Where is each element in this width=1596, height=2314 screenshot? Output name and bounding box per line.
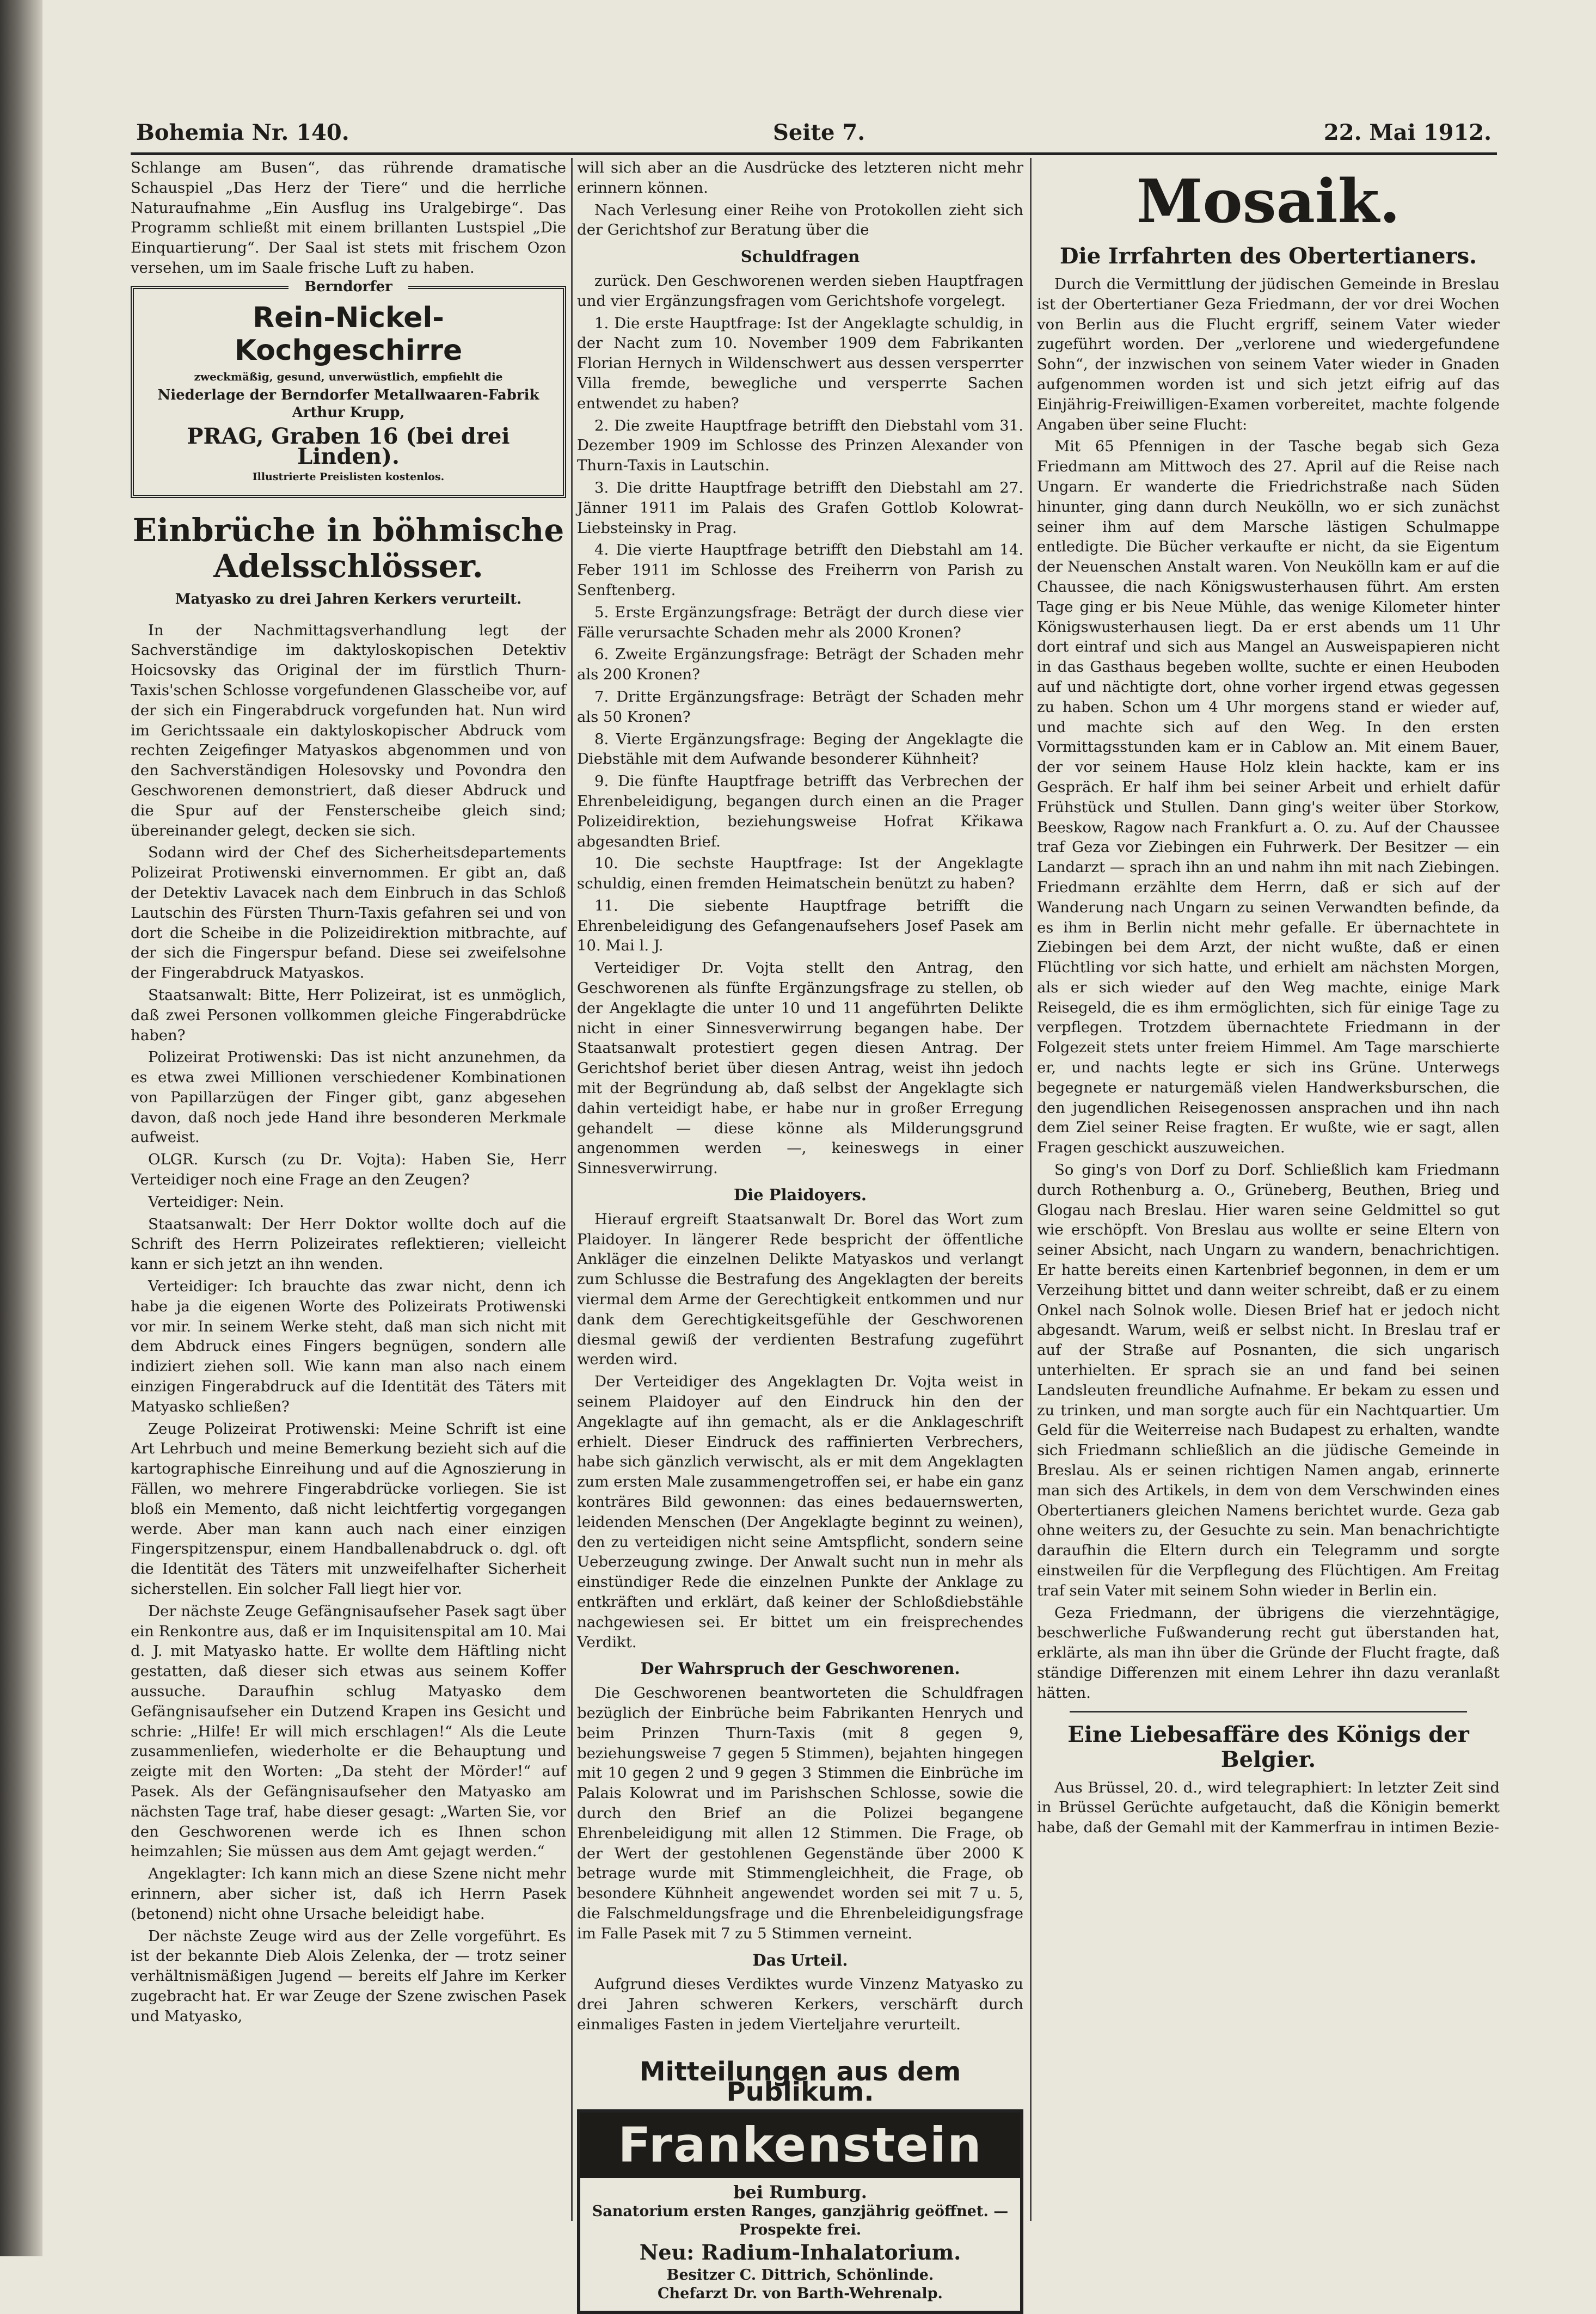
paragraph: 1. Die erste Hauptfrage: Ist der Angeklagte schuldig, in der Nacht zum 10. November 1909 dem Fabrikanten Florian Hernych in Wildenschwert aus dessen versperrter Villa fremde, bewegliche und versperrte Sachen entwendet zu haben? (577, 314, 1023, 412)
ad-tag: Berndorfer (288, 277, 408, 297)
paragraph: Staatsanwalt: Der Herr Doktor wollte doch auf die Schrift des Herrn Polizeirates reflektieren; vielleicht kann er sich jetzt an ihn wenden. (131, 1215, 566, 1273)
paragraph: Der nächste Zeuge Gefängnisaufseher Pasek sagt über ein Renkontre aus, daß er im Inquisitenspital am 10. Mai d. J. mit Matyasko hatte. Er wollte dem Häftling nicht gestatten, daß dieser sich etwas aus seinem Koffer aussuche. Daraufhin schlug Matyasko dem Gefängnisaufseher ein Dutzend Krapen ins Gesicht und schrie: „Hilfe! Er will mich erschlagen!“ Als die Leute zusammenliefen, wiederholte er die Behauptung und zeigte mit den Worten: „Da steht der Mörder!“ auf Pasek. Als der Gefängnisaufseher den Matyasko am nächsten Tage traf, habe dieser gesagt: „Warten Sie, vor den Geschworenen werde ich es Ihnen schon heimzahlen; Sie müssen aus dem Amt gejagt werden.“ (131, 1602, 566, 1861)
paragraph: 10. Die sechste Hauptfrage: Ist der Angeklagte schuldig, einen fremden Heimatschein benützt zu haben? (577, 855, 1023, 893)
section-heading: Der Wahrspruch der Geschworenen. (640, 1659, 960, 1678)
ad-brand: Frankenstein (580, 2113, 1020, 2178)
paragraph: Polizeirat Protiwenski: Das ist nicht anzunehmen, da es etwa zwei Millionen verschiedener Kombinationen von Papillarzügen der Finger gibt, ganz abgesehen davon, daß noch jede Hand ihre besonderen Merkmale aufweist. (131, 1048, 566, 1146)
header-center: Seite 7. (773, 120, 865, 145)
column-2 (577, 158, 1023, 2302)
paragraph: 6. Zweite Ergänzungsfrage: Beträgt der Schaden mehr als 200 Kronen? (577, 646, 1023, 684)
newspaper-page (114, 98, 1513, 2302)
article-title: Die Irrfahrten des Obertertianers. (1059, 243, 1477, 269)
header-right: 22. Mai 1912. (1323, 120, 1491, 145)
paragraph: 9. Die fünfte Hauptfrage betrifft das Verbrechen der Ehrenbeleidigung, begangen durch einen an die Prager Polizeidirektion, beziehungsweise Hofrat Křikawa abgesandten Brief. (577, 772, 1023, 850)
paragraph: Verteidiger: Nein. (148, 1193, 284, 1211)
section-heading: Die Plaidoyers. (734, 1186, 867, 1205)
paragraph: In der Nachmittagsverhandlung legt der Sachverständige im daktyloskopischen Detektiv Hoicsovsky das Original der im fürstlich Thurn-Taxis'schen Schlosse vorgefundenen Glasscheibe vor, auf der sich ein Fingerabdruck vorgefunden hat. Nun wird im Gerichtssaale ein daktyloskopischer Abdruck vom rechten Zeigefinger Matyaskos abgenommen und von den Sachverständigen Holesovsky und Povondra den Geschworenen demonstriert, daß dieser Abdruck und die Spur auf der Fensterscheibe gleich sind; übereinander gelegt, decken sie sich. (131, 621, 566, 839)
section-body (577, 271, 1023, 1179)
section-body (577, 1210, 1023, 1653)
paragraph: Durch die Vermittlung der jüdischen Gemeinde in Breslau ist der Obertertianer Geza Friedmann, der vor drei Wochen von Berlin aus die Flucht ergriff, seinem Vater wieder zugeführt worden. Der „verlorene und wiedergefundene Sohn“, der inzwischen von seinem Vater wieder in Gnaden aufgenommen worden ist und sich jetzt eifrig auf das Einjährig-Freiwilligen-Examen vorbereitet, machte folgende Angaben über seine Flucht: (1037, 275, 1500, 433)
book-binding (0, 0, 42, 2256)
cinema-notice: Schlange am Busen“, das rührende dramatische Schauspiel „Das Herz der Tiere“ und die herrliche Naturaufnahme „Ein Ausflug ins Uralgebirge“. Das Programm schließt mit einem brillanten Lustspiel „Die Einquartierung“. Der Saal ist stets mit frischem Ozon versehen, um im Saale frische Luft zu haben. (131, 159, 566, 277)
paragraph: 11. Die siebente Hauptfrage betrifft die Ehrenbeleidigung des Gefangenaufsehers Josef Pasek am 10. Mai l. J. (577, 897, 1023, 955)
ad-address: PRAG, Graben 16 (bei drei Linden). (187, 423, 510, 470)
section-heading: Schuldfragen (740, 247, 860, 266)
divider (1070, 1711, 1467, 1713)
ad-line: Sanatorium ersten Ranges, ganzjährig geöffnet. — Prospekte frei. (592, 2203, 1009, 2239)
article-body (1037, 274, 1500, 1703)
paragraph: 8. Vierte Ergänzungsfrage: Beging der Angeklagte die Diebstähle mit dem Aufwande besonderer Kühnheit? (577, 730, 1023, 768)
ad-line: zweckmäßig, gesund, unverwüstlich, empfiehlt die (194, 370, 503, 383)
ad-line: Chefarzt Dr. von Barth-Wehrenalp. (658, 2285, 943, 2302)
column-rule (571, 158, 573, 2221)
paragraph: Angeklagter: Ich kann mich an diese Szene nicht mehr erinnern, aber sicher ist, daß ich Herrn Pasek (betonend) nicht ohne Ursache beleidigt habe. (131, 1865, 566, 1923)
column-3 (1037, 158, 1500, 2226)
article-title: Einbrüche in böhmische Adelsschlösser. (132, 511, 564, 585)
article-body (131, 621, 566, 2027)
paragraph: Zeuge Polizeirat Protiwenski: Meine Schrift ist eine Art Lehrbuch und meine Bemerkung bezieht sich auf die kartographische Einreihung und auf die Agnoszierung in Fällen, wo mehrere Fingerabdrücke vorliegen. Sie ist bloß ein Memento, daß nicht leichtfertig vorgegangen werde. Aber man kann auch nach einer einzigen Fingerspitzenspur, einem Handballenabdruck o. dgl. oft die Identität des Täters mit unzweifelhafter Sicherheit sicherstellen. Ein solcher Fall liegt hier vor. (131, 1420, 566, 1598)
paragraph: Mit 65 Pfennigen in der Tasche begab sich Geza Friedmann am Mittwoch des 27. April auf die Reise nach Ungarn. Er wanderte die Friedrichstraße nach Süden hinunter, ging dann durch Neukölln, wo er sich zunächst seiner ihm auf dem Marsche lästigen Schulmappe entledigte. Die Bücher verkaufte er nicht, da sie Eigentum der Neuenschen Anstalt waren. Von Neukölln kam er auf die Chaussee, die nach Königswusterhausen führt. Am ersten Tage ging er bis Neue Mühle, das wenige Kilometer hinter Königswusterhausen liegt. Da er erst abends um 11 Uhr dort eintraf und sich aus Mangel an Ausweispapieren nicht in das Gasthaus begeben wollte, suchte er einen Heuboden auf und nächtigte dort, ohne vorher irgend etwas gegessen zu haben. Schon um 4 Uhr morgens stand er wieder auf, und machte sich auf den Weg. In den ersten Vormittagsstunden kam er in Cablow an. Mit einem Bauer, der vor seinem Hause Holz klein hackte, kam er ins Gespräch. Er half ihm bei seiner Arbeit und erhielt dafür Frühstück und Stullen. Dann ging's weiter über Storkow, Beeskow, Ragow nach Frankfurt a. O. zu. Auf der Chaussee traf Geza vor Ziebingen ein Fuhrwerk. Der Besitzer — ein Landarzt — sprach ihn an und nahm ihn mit nach Ziebingen. Friedmann erzählte dem Herrn, daß er sich auf der Wanderung nach Ungarn zu seinen Verwandten befinde, da es ihm in Berlin nicht mehr gefalle. Er übernachtete in Ziebingen bei dem Arzt, der nicht wußte, daß er einen Flüchtling vor sich hatte, und erhielt am nächsten Morgen, als er sich wieder auf den Weg machte, einige Mark Reisegeld, die es ihm ermöglichten, sich für einige Tage zu verpflegen. Trotzdem übernachtete Friedmann in der Folgezeit stets unter freiem Himmel. Am Tage marschierte er, und nachts legte er sich ins Grüne. Unterwegs begegnete er naturgemäß vielen Handwerksburschen, die den jugendlichen Reisegenossen ansprachen und ihn nach dem Ziel seiner Reise fragten. Er wußte, wie er sagt, allen Fragen geschickt auszuweichen. (1037, 438, 1500, 1157)
paragraph: Staatsanwalt: Bitte, Herr Polizeirat, ist es unmöglich, daß zwei Personen vollkommen gleiche Fingerabdrücke haben? (131, 986, 566, 1044)
article-subtitle: Matyasko zu drei Jahren Kerkers verurteilt. (175, 591, 522, 607)
paragraph: Der nächste Zeuge wird aus der Zelle vorgeführt. Es ist der bekannte Dieb Alois Zelenka, der — trotz seiner verhältnismäßigen Jugend — bereits elf Jahre im Kerker zugebracht hat. Er war Zeuge der Szene zwischen Pasek und Matyasko, (131, 1927, 566, 2025)
ad-note: Illustrierte Preislisten kostenlos. (252, 470, 445, 483)
column-1 (131, 158, 566, 2226)
paragraph: Hierauf ergreift Staatsanwalt Dr. Borel das Wort zum Plaidoyer. In längerer Rede bespricht der öffentliche Ankläger die einzelnen Delikte Matyaskos und verlangt zum Schlusse die Bestrafung des Angeklagten der bereits viermal dem Arme der Gerechtigkeit entkommen und nur dank dem Gerechtigkeitsgefühle der Geschworenen diesmal gewiß der verdienten Bestrafung zugeführt werden wird. (577, 1210, 1023, 1368)
advertisement-frankenstein (577, 2109, 1023, 2314)
paragraph: OLGR. Kursch (zu Dr. Vojta): Haben Sie, Herr Verteidiger noch eine Frage an den Zeugen? (131, 1151, 566, 1189)
paragraph: 3. Die dritte Hauptfrage betrifft den Diebstahl am 27. Jänner 1911 im Palais des Grafen Gottlob Kolowrat-Liebsteinsky in Prag. (577, 478, 1023, 537)
paragraph: will sich aber an die Ausdrücke des letzteren nicht mehr erinnern können. (577, 159, 1023, 197)
paragraph: 7. Dritte Ergänzungsfrage: Beträgt der Schaden mehr als 50 Kronen? (577, 688, 1023, 726)
paragraph: Geza Friedmann, der übrigens die vierzehntägige, beschwerliche Fußwanderung recht gut überstanden hat, erklärte, als man ihn über die Gründe der Flucht fragte, daß ständige Differenzen mit einem Lehrer ihn dazu veranlaßt hätten. (1037, 1604, 1500, 1702)
paragraph: Aufgrund dieses Verdiktes wurde Vinzenz Matyasko zu drei Jahren schweren Kerkers, verschärft durch einmaliges Fasten in jedem Vierteljahre verurteilt. (577, 1975, 1023, 2033)
paragraph: Der Verteidiger des Angeklagten Dr. Vojta weist in seinem Plaidoyer auf den Eindruck hin den der Angeklagte auf ihn gemacht, als er die Anklageschrift erhielt. Dieser Eindruck des raffinierten Verbrechers, habe sich gänzlich verwischt, als er mit dem Angeklagten zum ersten Male zusammengetroffen sei, er habe ein ganz konträres Bild gewonnen: das eines bedauernswerten, leidenden Menschen (Der Angeklagte beginnt zu weinen), den zu verteidigen nicht seine Amtspflicht, sondern seine Ueberzeugung zwinge. Der Anwalt sucht nun in mehr als einstündiger Rede die einzelnen Punkte der Anklage zu entkräften und erklärt, daß keiner der Schloßdiebstähle nachgewiesen sei. Er bittet um ein freisprechendes Verdikt. (577, 1373, 1023, 1651)
section-title-mosaik: Mosaik. (1136, 166, 1401, 236)
paragraph: Verteidiger: Ich brauchte das zwar nicht, denn ich habe ja die eigenen Worte des Polizeirats Protiwenski vor mir. In seinem Werke steht, daß man sich nicht mit dem Abdruck eines Fingers begnügen, sondern alle indiziert ziehen soll. Wie kann man also nach einem einzigen Fingerabdruck auf die Identität des Täters mit Matyasko schließen? (131, 1278, 566, 1415)
header-left: Bohemia Nr. 140. (136, 120, 349, 145)
column-rule (1030, 158, 1032, 2221)
ad-location: bei Rumburg. (733, 2182, 867, 2203)
paragraph: Die Geschworenen beantworteten die Schuldfragen bezüglich der Einbrüche beim Fabrikanten Henrych und beim Prinzen Thurn-Taxis (mit 8 gegen 9, beziehungsweise 7 gegen 5 Stimmen), bejahten hingegen mit 10 gegen 2 und 9 gegen 3 Stimmen die Einbrüche im Palais Kolowrat und im Parishschen Schlosse, sowie die durch den Brief an die Polizei begangene Ehrenbeleidigung mit allen 12 Stimmen. Die Frage, ob der Wert der gestohlenen Gegenstände über 2000 K betrage wurde mit Stimmengleichheit, die Frage, ob besondere Kühnheit angewendet worden sei mit 7 u. 5, die Falschmeldungsfrage und die Ehrenbeleidigungsfrage im Falle Pasek mit 7 zu 5 Stimmen verneint. (577, 1684, 1023, 1942)
paragraph: 5. Erste Ergänzungsfrage: Beträgt der durch diese vier Fälle verursachte Schaden mehr als 2000 Kronen? (577, 603, 1023, 641)
paragraph: Sodann wird der Chef des Sicherheitsdepartements Polizeirat Protiwenski einvernommen. Er gibt an, daß der Detektiv Lavacek nach dem Einbruch in das Schloß Lautschin des Fürsten Thurn-Taxis gefahren sei und von dort die Scheibe in die Polizeidirektion mitbrachte, auf der sich die Fingerspur befand. Diese sei zweifelsohne der Fingerabdruck Matyaskos. (131, 844, 566, 982)
ad-line: Besitzer C. Dittrich, Schönlinde. (666, 2266, 934, 2284)
paragraph: Aus Brüssel, 20. d., wird telegraphiert: In letzter Zeit sind in Brüssel Gerüchte aufgetaucht, daß die Königin bemerkt habe, daß der Gemahl mit der Kammerfrau in intimen Bezie- (1037, 1778, 1500, 1837)
article-title: Eine Liebesaffäre des Königs der Belgier. (1067, 1721, 1469, 1772)
paragraph: Nach Verlesung einer Reihe von Protokollen zieht sich der Gerichtshof zur Beratung über die (577, 201, 1023, 239)
paragraph: Verteidiger Dr. Vojta stellt den Antrag, den Geschworenen als fünfte Ergänzungsfrage zu stellen, ob der Angeklagte die unter 10 und 11 angeführten Delikte nicht in einer Sinnesverwirrung begangen habe. Der Staatsanwalt protestiert gegen diesen Antrag. Der Gerichtshof beriet über diesen Antrag, weist ihn jedoch mit der Begründung ab, daß selbst der Angeklagte sich dahin verteidigt habe, er habe nur in großer Erregung gehandelt — diese könne als Milderungsgrund angenommen werden —, keineswegs in einer Sinnesverwirrung. (577, 959, 1023, 1177)
paragraph: 4. Die vierte Hauptfrage betrifft den Diebstahl am 14. Feber 1911 im Schlosse des Freiherrn von Parish zu Senftenberg. (577, 541, 1023, 599)
section-heading: Das Urteil. (752, 1950, 848, 1969)
paragraph: zurück. Den Geschworenen werden sieben Hauptfragen und vier Ergänzungsfragen vom Gerichtshofe vorgelegt. (577, 272, 1023, 310)
ad-line: Niederlage der Berndorfer Metallwaaren-Fabrik Arthur Krupp, (157, 387, 539, 421)
paragraph: So ging's von Dorf zu Dorf. Schließlich kam Friedmann durch Rothenburg a. O., Grüneberg, Beuthen, Brieg und Glogau nach Breslau. Hier waren seine Geldmittel so gut wie erschöpft. Von Breslau aus wollte er seine Eltern von seiner Absicht, nach Ungarn zu wandern, benachrichtigen. Er hatte bereits einen Kartenbrief begonnen, in dem er um Verzeihung bittet und dann weiter schreibt, daß er zu einem Onkel nach Solnok wolle. Diesen Brief hat er jedoch nicht abgesandt. Warum, weiß er selbst nicht. In Breslau traf er auf der Straße auf Posnanten, die sich ungarisch unterhielten. Er sprach sie an und fand bei seinen Landsleuten freundliche Aufnahme. Er bekam zu essen und zu trinken, und man sorgte auch für ein Nachtquartier. Um Geld für die Weiterreise nach Budapest zu erhalten, wandte sich Friedmann schließlich an die jüdische Gemeinde in Breslau. Als er seinen richtigen Namen angab, erinnerte man sich des Artikels, in dem von dem Verschwinden eines Obertertianers gleichen Namens berichtet wurde. Geza gab ohne weiters zu, der Gesuchte zu sein. Man benachrichtigte daraufhin die Eltern durch ein Telegramm und sorgte einstweilen für die Verpflegung des Flüchtigen. Am Freitag traf sein Vater mit seinem Sohn wieder in Berlin ein. (1037, 1161, 1500, 1599)
advertisement-berndorfer (131, 278, 566, 498)
page-header (131, 114, 1497, 155)
ad-title: Rein-Nickel-Kochgeschirre (234, 301, 463, 367)
publikum-heading: Mitteilungen aus dem Publikum. (639, 2056, 961, 2107)
ad-highlight: Neu: Radium-Inhalatorium. (639, 2240, 961, 2265)
paragraph: 2. Die zweite Hauptfrage betrifft den Diebstahl vom 31. Dezember 1909 im Schlosse des Prinzen Alexander von Thurn-Taxis in Lautschin. (577, 416, 1023, 475)
